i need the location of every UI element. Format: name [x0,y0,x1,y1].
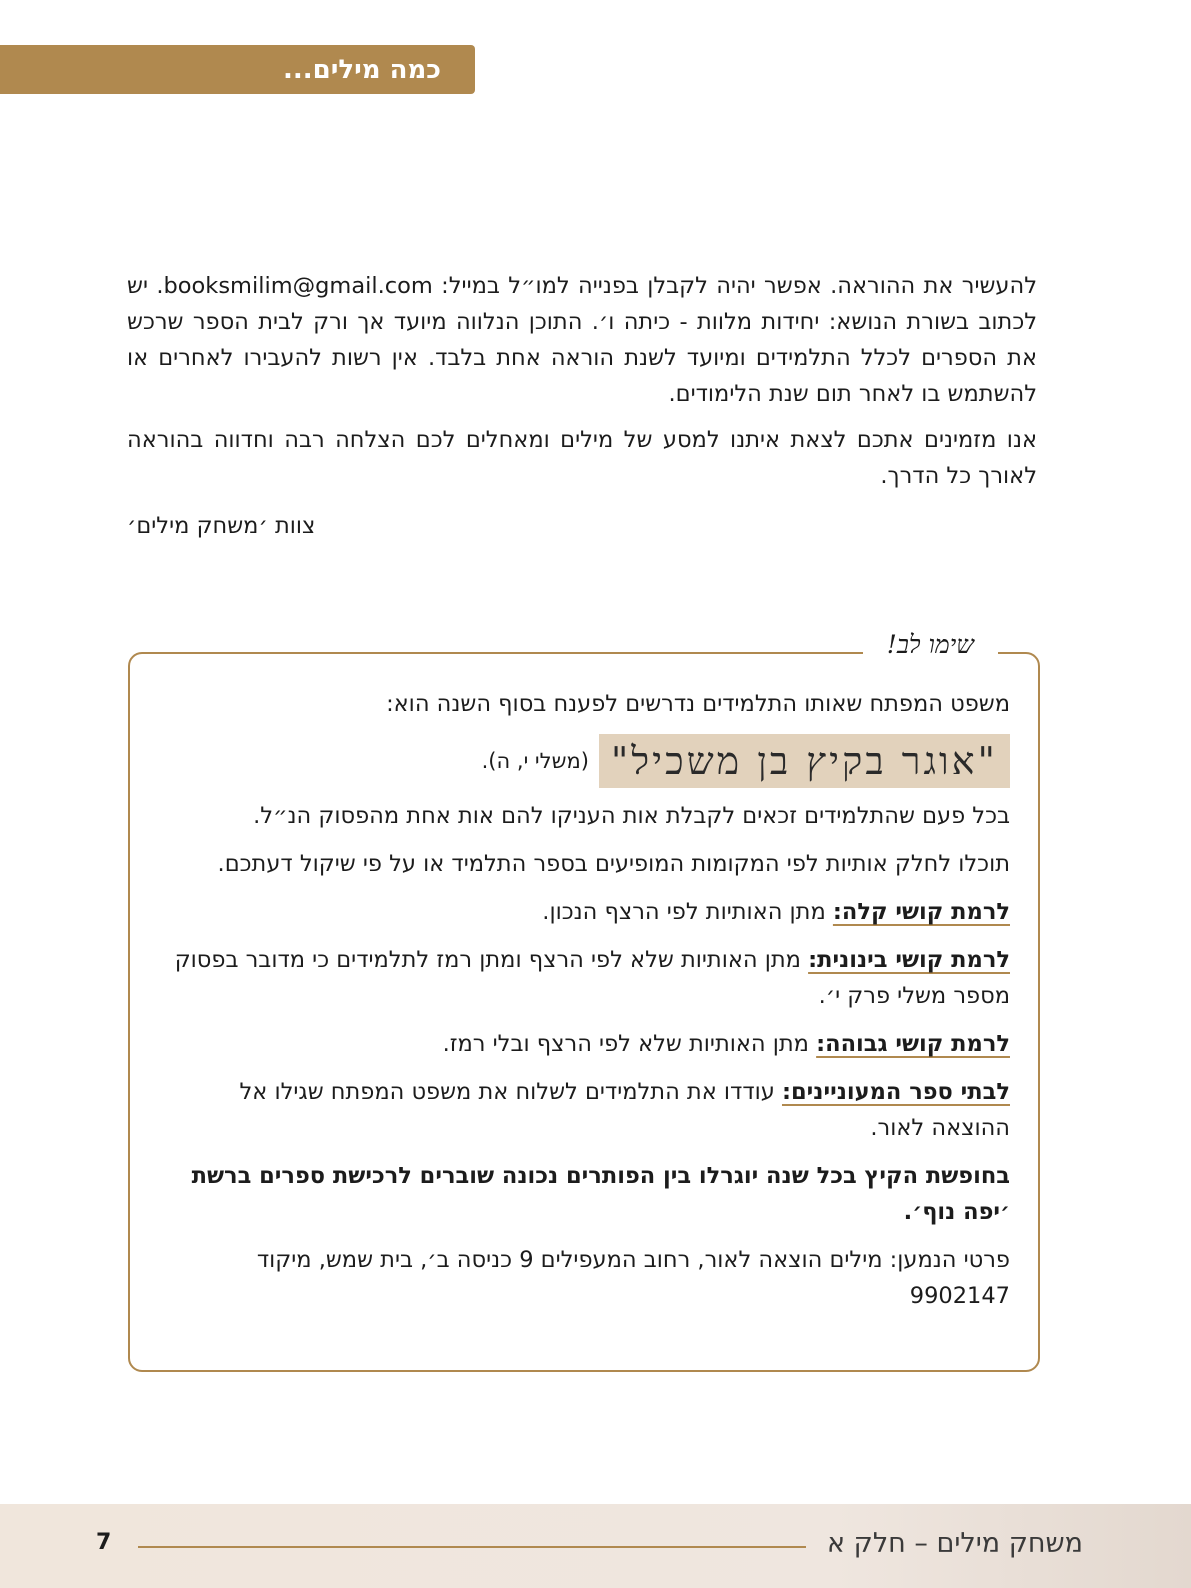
summer-raffle-paragraph: בחופשת הקיץ בכל שנה יוגרלו בין הפותרים נכונה שוברים לרכישת ספרים ברשת ׳יפה נוף׳. [191,1163,1010,1225]
hard-level-paragraph [170,1026,1010,1062]
schools-label: לבתי ספר המעוניינים: [781,1079,1010,1105]
medium-level-label: לרמת קושי בינונית: [808,947,1010,973]
medium-level-paragraph [170,942,1010,1014]
page-footer [0,1504,1191,1588]
schools-paragraph [170,1074,1010,1146]
easy-level-paragraph [170,894,1010,930]
easy-level-label: לרמת קושי קלה: [832,899,1010,925]
distribute-paragraph: תוכלו לחלק אותיות לפי המקומות המופיעים בספר התלמיד או על פי שיקול דעתכם. [217,851,1010,877]
intro-text [127,268,1037,554]
notice-box-label: שימו לב! [863,630,998,660]
verse-reference: (משלי י, ה). [481,749,589,773]
section-header-title: כמה מילים... [282,54,441,85]
hard-level-label: לרמת קושי גבוהה: [816,1031,1010,1057]
key-verse: "אוגר בקיץ בן משכיל" [599,734,1010,788]
verse-line [170,734,1010,788]
section-header-tab [0,45,475,94]
notice-box [128,630,1040,1372]
page-number: 7 [96,1530,112,1555]
recipient-address: פרטי הנמען: מילים הוצאה לאור, רחוב המעפילים 9 כניסה ב׳, בית שמש, מיקוד 9902147 [256,1247,1010,1309]
footer-divider [138,1546,806,1548]
intro-paragraph-1: להעשיר את ההוראה. אפשר יהיה לקבלן בפנייה למו״ל במייל: booksmilim@gmail.com. יש לכתוב בשורת הנושא: יחידות מלוות - כיתה ו׳. התוכן הנלווה מיועד אך ורק לבית הספר שרכש את הספרים לכלל התלמידים ומיועד לשנת הוראה אחת בלבד. אין רשות להעבירו לאחרים או להשתמש בו לאחר תום שנת הלימודים. [127,273,1037,407]
hard-level-text: מתן האותיות שלא לפי הרצף ובלי רמז. [442,1031,817,1057]
medium-level-text: מתן האותיות שלא לפי הרצף ומתן רמז לתלמידים כי מדובר בפסוק מספר משלי פרק י׳. [174,947,1010,1009]
easy-level-text: מתן האותיות לפי הרצף הנכון. [542,899,833,925]
intro-paragraph-2: אנו מזמינים אתכם לצאת איתנו למסע של מילים ומאחלים לכם הצלחה רבה וחדווה בהוראה לאורך כל הדרך. [127,427,1037,489]
schools-text: עודדו את התלמידים לשלוח את משפט המפתח שגילו אל ההוצאה לאור. [239,1079,1010,1141]
intro-signature: צוות ׳משחק מילים׳ [127,513,316,539]
notice-box-content [170,686,1010,1326]
each-time-paragraph: בכל פעם שהתלמידים זכאים לקבלת אות העניקו להם אות אחת מהפסוק הנ״ל. [253,803,1010,829]
key-sentence-intro: משפט המפתח שאותו התלמידים נדרשים לפענח בסוף השנה הוא: [386,691,1010,717]
footer-book-title: משחק מילים – חלק א [827,1528,1083,1559]
